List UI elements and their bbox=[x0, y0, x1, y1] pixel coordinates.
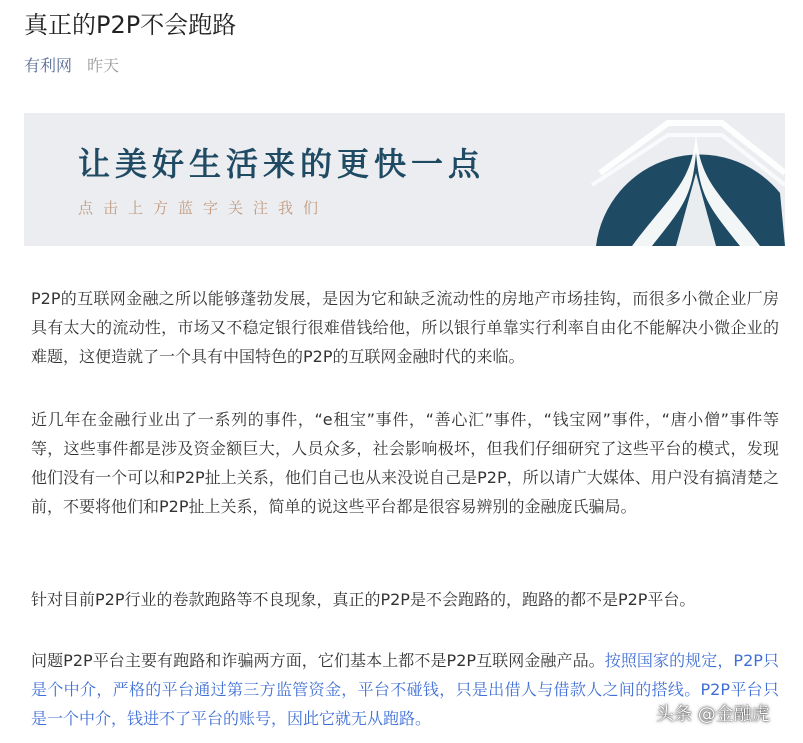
publish-date: 昨天 bbox=[87, 56, 120, 75]
header-banner bbox=[24, 113, 785, 246]
author-link[interactable]: 有利网 bbox=[24, 56, 73, 75]
article-meta bbox=[24, 55, 119, 77]
watermark: 头条 @金融虎 bbox=[656, 704, 770, 725]
paragraph-3: 针对目前P2P行业的卷款跑路等不良现象，真正的P2P是不会跑路的，跑路的都不是P2P平台。 bbox=[31, 590, 696, 609]
article-title: 真正的P2P不会跑路 bbox=[24, 11, 237, 39]
paragraph-2: 近几年在金融行业出了一系列的事件，“e租宝”事件，“善心汇”事件，“钱宝网”事件，“唐小僧”事件等等，这些事件都是涉及资金额巨大，人员众多，社会影响极坏，但我们仔细研究了这些平台的模式，发现他们没有一个可以和P2P扯上关系，他们自己也从来没说自己是P2P，所以请广大媒体、用户没有搞清楚之前，不要将他们和P2P扯上关系，简单的说这些平台都是很容易辨别的金融庞氏骗局。 bbox=[31, 410, 779, 516]
highlighted-text: 按照国家的规定，P2P只是个中介，严格的平台通过第三方监管资金，平台不碰钱，只是出借人与借款人之间的搭线。P2P平台只是一个中介，钱进不了平台的账号，因此它就无从跑路。 bbox=[31, 651, 779, 728]
paragraph-1: P2P的互联网金融之所以能够蓬勃发展，是因为它和缺乏流动性的房地产市场挂钩，而很多小微企业厂房具有太大的流动性，市场又不稳定银行很难借钱给他，所以银行单靠实行利率自由化不能解决小微企业的难题，这便造就了一个具有中国特色的P2P的互联网金融时代的来临。 bbox=[31, 289, 779, 366]
paragraph-4-text: 问题P2P平台主要有跑路和诈骗两方面，它们基本上都不是P2P互联网金融产品。 bbox=[31, 651, 605, 670]
banner-follow-hint: 点击上方蓝字关注我们 bbox=[78, 199, 329, 217]
banner-slogan: 让美好生活来的更快一点 bbox=[78, 145, 486, 183]
brand-logo-icon bbox=[572, 113, 785, 246]
